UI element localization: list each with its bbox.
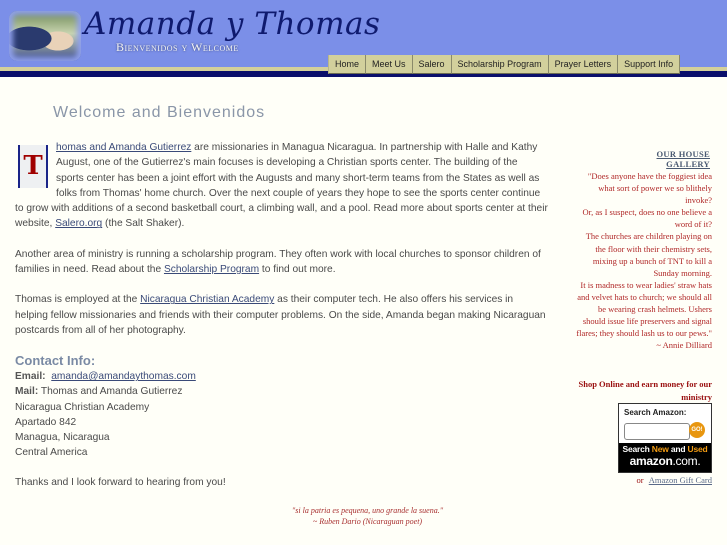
salero-link[interactable]: Salero.org xyxy=(55,218,103,230)
quote-line: "Does anyone have the foggiest idea what sort of power we so blithely invoke? xyxy=(587,171,712,206)
main-content xyxy=(15,140,548,506)
banner-new: New xyxy=(651,444,669,454)
amazon-search-label: Search Amazon: xyxy=(624,408,687,417)
drop-cap: T xyxy=(18,145,48,188)
banner-used: Used xyxy=(687,444,708,454)
banner-and: and xyxy=(668,444,688,454)
intro-text: are missionaries in Managua Nicaragua. In partnership with Halle and Kathy August, one of the Gutierrez's main focuses is developing a Christian sports center. The building of the sports center has been a joint effort with the Augusts and many short-term teams from the States as well as folks from Thomas' home church. Over the next couple of years they hope to see the sports center continue to grow with additions of a second basketball court, a climbing wall, and a pool. Read more about sports center at their website, xyxy=(15,142,548,230)
gift-or: or xyxy=(636,475,644,485)
footer-quote-text: "si la patria es pequena, uno grande la suena." xyxy=(291,506,444,515)
address-line: Apartado 842 xyxy=(15,416,77,428)
contact-heading: Contact Info: xyxy=(15,353,96,369)
nav-salero[interactable]: Salero xyxy=(413,55,452,74)
footer-quote-author: ~ Ruben Dario (Nicaraguan poet) xyxy=(312,517,423,526)
sidebar-quote xyxy=(574,170,712,351)
quote-line: The churches are children playing on the floor with their chemistry sets, mixing up a bunch of TNT to kill a Sunday morning. xyxy=(585,231,712,278)
site-title: Amanda y Thomas xyxy=(84,6,381,42)
email-link[interactable]: amanda@amandaythomas.com xyxy=(51,371,196,383)
shop-online-text: Shop Online and earn money for our ministry xyxy=(578,379,712,402)
employment-text: Thomas is employed at the xyxy=(15,294,141,306)
footer-quote xyxy=(260,505,475,527)
nav-prayer-letters[interactable]: Prayer Letters xyxy=(549,55,619,74)
email-label: Email: xyxy=(15,371,46,383)
scholarship-paragraph xyxy=(15,247,548,278)
amazon-logo xyxy=(619,455,711,467)
nav-meet-us[interactable]: Meet Us xyxy=(366,55,413,74)
contact-info xyxy=(15,369,548,460)
nav-home[interactable]: Home xyxy=(328,55,366,74)
employment-text-end: as their computer tech. He also offers his services in helping fellow missionaries and friends with their computer problems. On the side, Amanda began making Nicaraguan postcards from all of her photography. xyxy=(15,294,546,336)
employment-paragraph xyxy=(15,292,548,338)
amazon-brand: amazon xyxy=(629,454,673,468)
gift-card-row xyxy=(574,475,712,485)
quote-line: It is madness to wear ladies' straw hats and velvet hats to church; we should all be wearing crash helmets. Ushers should issue life preservers and signal flares; they should lash us to our pews." xyxy=(576,279,712,339)
amazon-search-widget xyxy=(618,403,712,473)
address-line: Nicaragua Christian Academy xyxy=(15,401,150,413)
intro-paragraph xyxy=(15,140,548,232)
address-line: Managua, Nicaragua xyxy=(15,432,110,444)
intro-text-end: (the Salt Shaker). xyxy=(102,218,185,230)
quote-line: Or, as I suspect, does no one believe a word of it? xyxy=(582,207,712,230)
mail-name: Thomas and Amanda Gutierrez xyxy=(38,386,183,398)
mail-label: Mail: xyxy=(15,386,39,398)
nav-scholarship-program[interactable]: Scholarship Program xyxy=(452,55,549,74)
amazon-go-button[interactable]: GO! xyxy=(689,422,705,438)
banner-text: Search xyxy=(622,444,652,454)
quote-author: ~ Annie Dilliard xyxy=(656,340,712,351)
academy-link[interactable]: Nicaragua Christian Academy xyxy=(140,294,275,306)
main-nav xyxy=(328,55,680,73)
scholarship-text-end: to find out more. xyxy=(259,264,336,276)
house-gallery-link[interactable]: OUR HOUSE GALLERY xyxy=(656,149,710,169)
amazon-tld: .com. xyxy=(672,454,701,468)
gutierrez-link[interactable]: homas and Amanda Gutierrez xyxy=(56,142,192,153)
scholarship-link[interactable]: Scholarship Program xyxy=(163,264,260,276)
amazon-search-input[interactable] xyxy=(624,423,690,440)
amazon-banner[interactable] xyxy=(619,443,711,472)
scholarship-text: Another area of ministry is running a scholarship program. They often work with local churches to sponsor children of families in need. Read about the xyxy=(15,248,541,276)
couple-photo xyxy=(9,11,81,61)
site-subtitle: Bienvenidos y Welcome xyxy=(116,40,239,54)
amazon-gift-card-link[interactable]: Amazon Gift Card xyxy=(648,475,712,485)
page-title: Welcome and Bienvenidos xyxy=(53,104,266,121)
address-line: Central America xyxy=(15,447,88,459)
nav-support-info[interactable]: Support Info xyxy=(618,55,680,74)
closing-text: Thanks and I look forward to hearing from you! xyxy=(15,477,226,489)
